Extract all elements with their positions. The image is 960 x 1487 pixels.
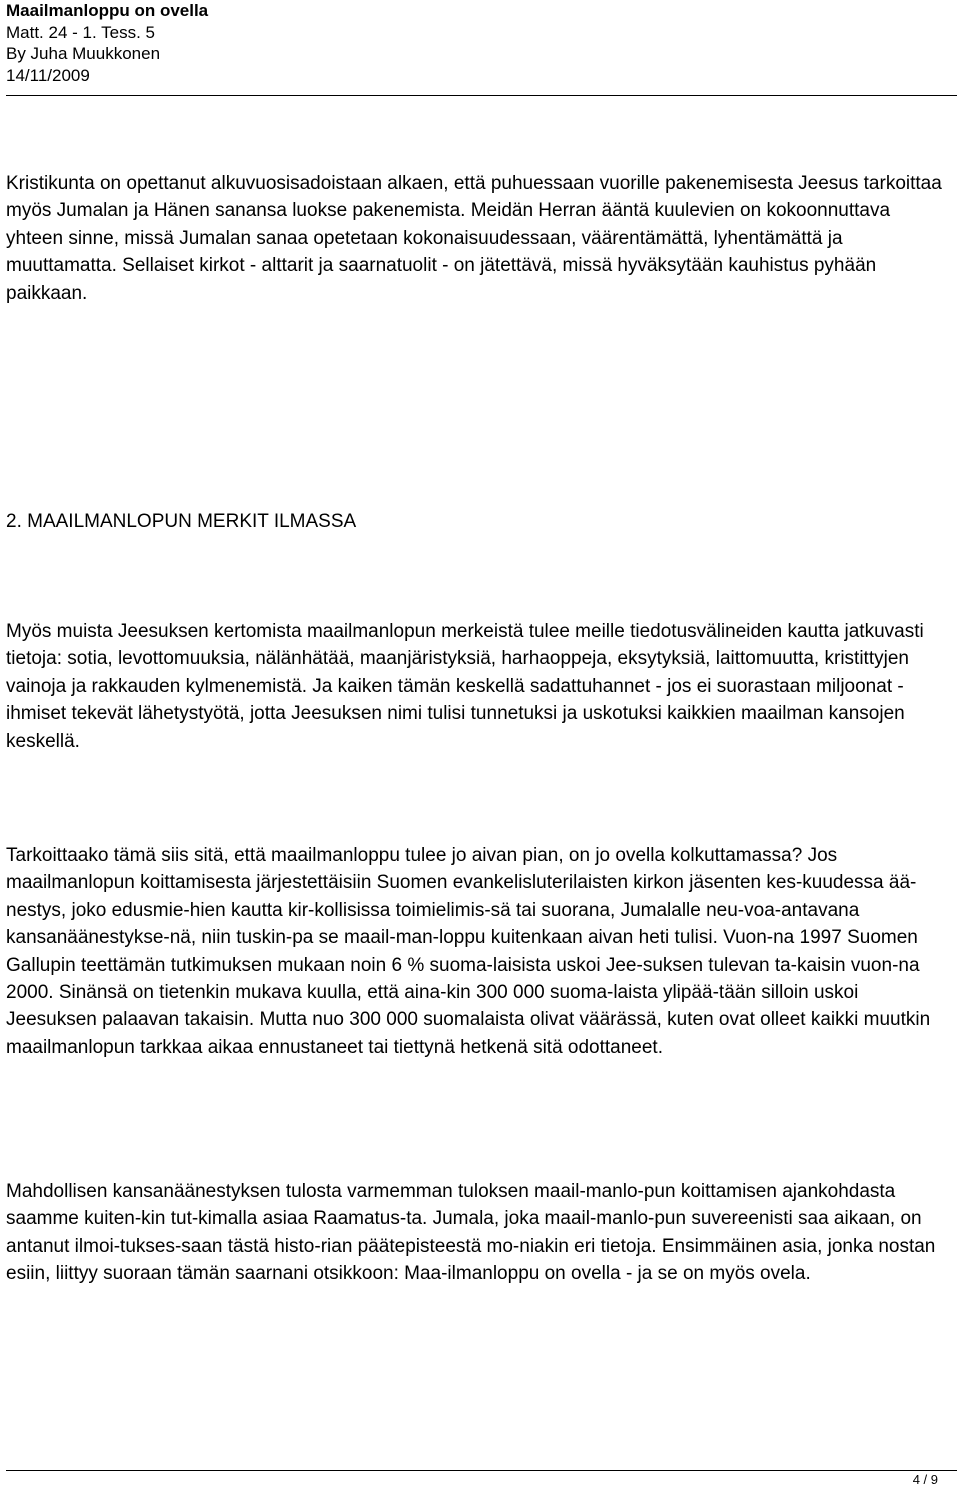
footer-divider: [6, 1470, 957, 1471]
document-date: 14/11/2009: [6, 65, 90, 85]
paragraph-2: Myös muista Jeesuksen kertomista maailmanlopun merkeistä tulee meille tiedotusvälineiden kautta jatkuvasti tietoja: sotia, levottomuuksia, nälänhätää, maanjäristyksiä, harhaoppeja, eksytyksiä, laittomuutta, kristittyjen vainoja ja rakkauden kylmenemistä. Ja kaiken tämän keskellä sadattuhannet - jos ei suorastaan miljoonat - ihmiset tekevät lähetystyötä, jotta Jeesuksen nimi tulisi tunnetuksi ja uskotuksi kaikkien maailman kansojen keskellä.: [6, 621, 924, 752]
page-number: 4 / 9: [912, 1472, 938, 1487]
section-heading: 2. MAAILMANLOPUN MERKIT ILMASSA: [6, 511, 357, 532]
header-divider: [6, 95, 957, 96]
paragraph-1: Kristikunta on opettanut alkuvuosisadoistaan alkaen, että puhuessaan vuorille pakenemisesta Jeesus tarkoittaa myös Jumalan ja Hänen sanansa luokse pakenemista. Meidän Herran ääntä kuulevien on kokoonnuttava yhteen sinne, missä Jumalan sanaa opetetaan kokonaisuudessaan, väärentämättä, lyhentämättä ja muuttamatta. Sellaiset kirkot - alttarit ja saarnatuolit - on jätettävä, missä hyväksytään kauhistus pyhään paikkaan.: [6, 173, 942, 304]
paragraph-4: Mahdollisen kansanäänestyksen tulosta varmemman tuloksen maail-manlo-pun koittamisen ajankohdasta saamme kuiten-kin tut-kimalla asiaa Raamatus-ta. Jumala, joka maail-manlo-pun suvereenisti saa aikaan, on antanut ilmoi-tukses-saan tästä histo-rian päätepisteestä mo-niakin eri tietoja. Ensimmäinen asia, jonka nostan esiin, liittyy suoraan tämän saarnani otsikkoon: Maa-ilmanloppu on ovella - ja se on myös ovela.: [6, 1181, 936, 1285]
paragraph-3: Tarkoittaako tämä siis sitä, että maailmanloppu tulee jo aivan pian, on jo ovella kolkuttamassa? Jos maailmanlopun koittamisesta järjestettäisiin Suomen evankelisluterilaisten kirkon jäsenten kes-kuudessa ää-nestys, joko edusmie-hien kautta kir-kollisissa toimielimis-sä tai suorana, Jumalalle neu-voa-antavana kansanäänestykse-nä, niin tuskin-pa se maail-man-loppu kuitenkaan aivan heti tulisi. Vuon-na 1997 Suomen Gallupin teettämän tutkimuksen mukaan noin 6 % suoma-laisista uskoi Jee-suksen tulevan ta-kaisin vuon-na 2000. Sinänsä on tietenkin mukava kuulla, että aina-kin 300 000 suoma-laista ylipää-tään silloin uskoi Jeesuksen palaavan takaisin. Mutta nuo 300 000 suomalaista olivat väärässä, kuten ovat olleet kaikki muutkin maailmanlopun tarkkaa aikaa ennustaneet tai tiettynä hetkenä sitä odottaneet.: [6, 845, 931, 1058]
scripture-reference: Matt. 24 - 1. Tess. 5: [6, 22, 155, 42]
document-title: Maailmanloppu on ovella: [6, 1, 209, 20]
document-header: [6, 0, 956, 86]
author-line: By Juha Muukkonen: [6, 44, 161, 63]
